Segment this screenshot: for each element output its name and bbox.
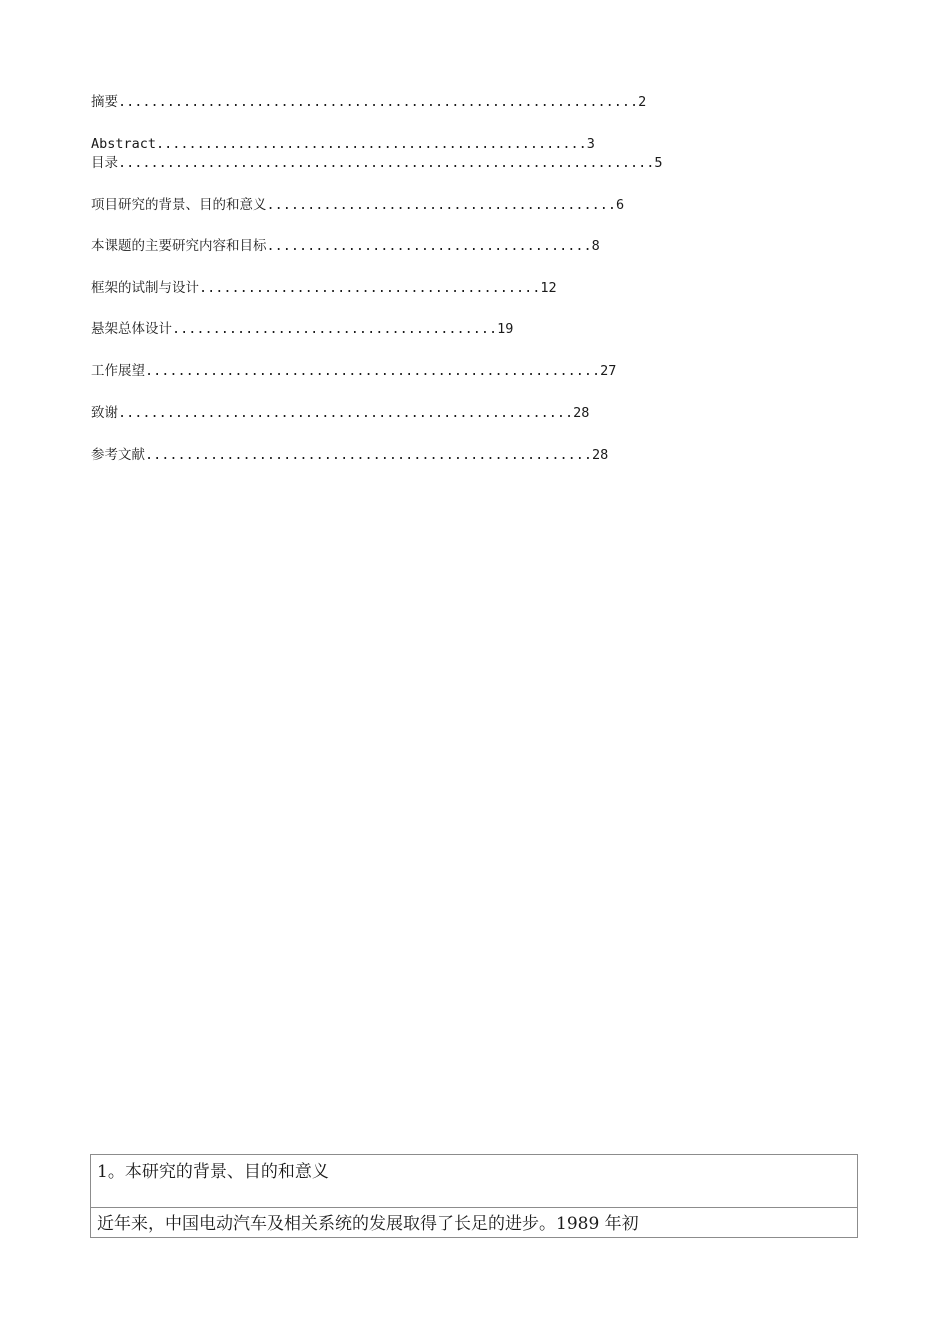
toc-entry-abstract-cn[interactable]: 摘要................................................................2 [91, 94, 647, 110]
toc-entry-acknowledgements[interactable]: 致谢........................................................28 [91, 405, 590, 421]
row-divider [91, 1207, 857, 1208]
section-heading: 1。本研究的背景、目的和意义 [97, 1162, 329, 1182]
toc-entry-contents[interactable]: 目录..................................................................5 [91, 155, 663, 171]
section-table [90, 1154, 858, 1238]
toc-entry-outlook[interactable]: 工作展望........................................................27 [91, 363, 617, 379]
table-of-contents [0, 0, 950, 480]
toc-entry-suspension-design[interactable]: 悬架总体设计........................................19 [91, 321, 514, 337]
section-body-text: 近年来，中国电动汽车及相关系统的发展取得了长足的进步。1989 年初 [97, 1214, 639, 1234]
toc-entry-references[interactable]: 参考文献.......................................................28 [91, 447, 609, 463]
toc-entry-research-content[interactable]: 本课题的主要研究内容和目标........................................8 [91, 238, 600, 254]
toc-entry-frame-design[interactable]: 框架的试制与设计..........................................12 [91, 280, 557, 296]
toc-entry-background[interactable]: 项目研究的背景、目的和意义...........................................6 [91, 197, 625, 213]
toc-entry-abstract-en[interactable]: Abstract.....................................................3 [91, 136, 595, 152]
